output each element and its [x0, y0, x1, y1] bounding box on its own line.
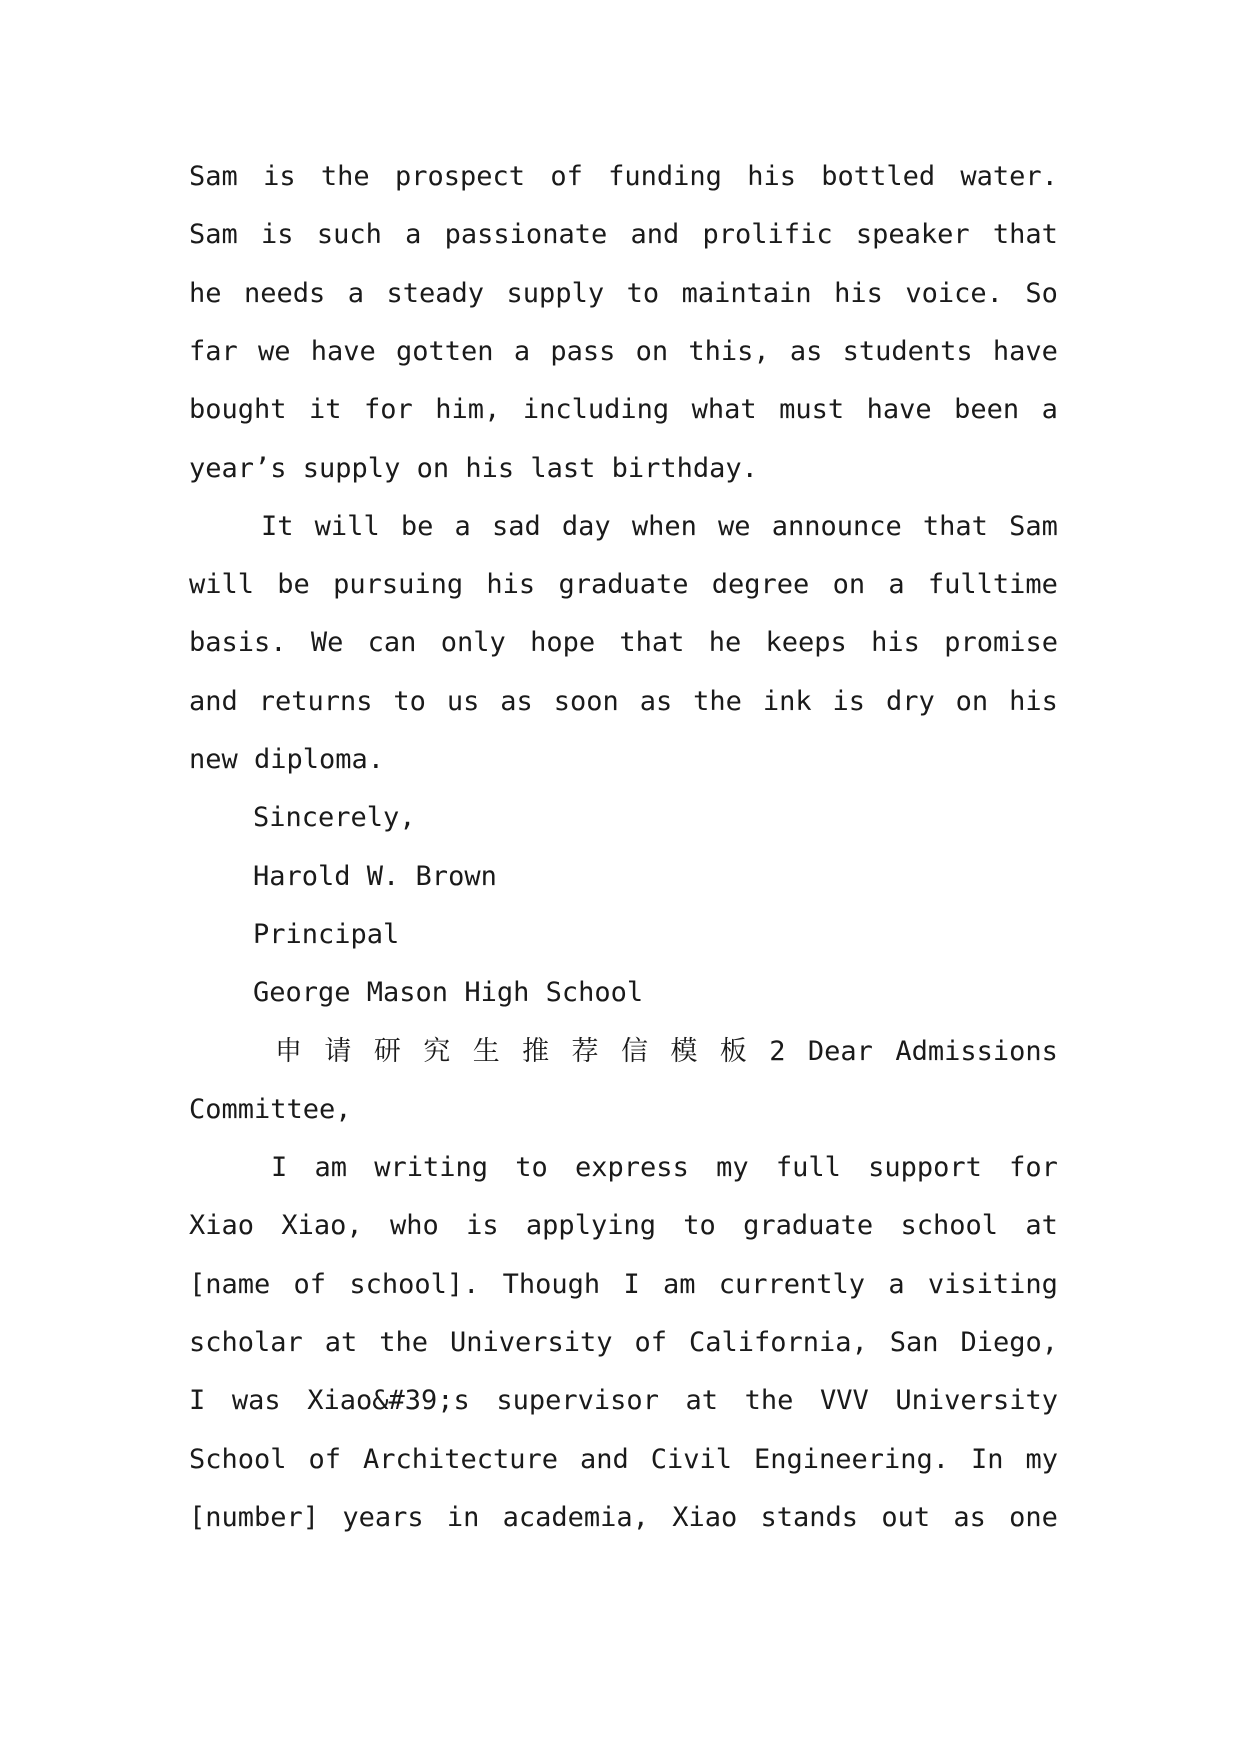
word: his — [834, 277, 883, 309]
word: full — [775, 1152, 841, 1184]
word: far — [189, 335, 238, 367]
word: prospect — [394, 161, 526, 192]
word: he — [708, 627, 742, 659]
word: at — [324, 1327, 358, 1358]
word: passionate — [444, 219, 608, 251]
word: stands — [760, 1501, 859, 1533]
word: is — [263, 161, 296, 192]
text-line — [189, 1443, 1058, 1477]
word: 究 — [423, 1035, 451, 1067]
word: one — [1009, 1501, 1058, 1533]
word: am — [314, 1152, 348, 1184]
word: his — [486, 569, 536, 601]
word: Xiao — [189, 1210, 255, 1242]
word: University — [895, 1385, 1058, 1417]
word: 请 — [324, 1035, 352, 1067]
word: to — [626, 277, 660, 309]
word: is — [832, 685, 866, 717]
word: for — [1009, 1152, 1058, 1184]
word: hope — [530, 627, 596, 659]
word: 荐 — [571, 1035, 599, 1067]
word: 信 — [620, 1035, 648, 1067]
text-line: year’s supply on his last birthday. — [189, 452, 758, 484]
word: is — [261, 219, 294, 251]
word: am — [662, 1268, 696, 1300]
word: the — [693, 685, 742, 717]
word: express — [575, 1152, 689, 1184]
word: pursuing — [333, 569, 464, 601]
word: will — [189, 569, 255, 601]
text-line — [189, 1501, 1058, 1535]
word: in — [446, 1501, 480, 1533]
word: must — [779, 394, 845, 426]
word: maintain — [681, 277, 812, 309]
word: 2 — [769, 1035, 786, 1067]
word: of — [293, 1268, 327, 1300]
word: needs — [244, 277, 326, 309]
word: we — [258, 335, 291, 367]
word: announce — [771, 510, 902, 542]
word: a — [888, 569, 905, 601]
word: his — [1009, 685, 1058, 717]
text-line — [189, 1209, 1058, 1243]
word: Xiao&#39;s — [307, 1385, 470, 1417]
word: 生 — [472, 1035, 500, 1067]
word: graduate — [558, 569, 689, 601]
word: Engineering. — [753, 1443, 950, 1475]
word: Admissions — [895, 1035, 1058, 1067]
word: Dear — [807, 1035, 873, 1067]
word: to — [393, 685, 426, 717]
word: years — [342, 1501, 424, 1533]
word: my — [716, 1152, 749, 1184]
word: University — [449, 1327, 613, 1358]
word: 研 — [373, 1035, 401, 1067]
word: out — [881, 1501, 931, 1533]
word: his — [871, 627, 920, 659]
word: school]. — [349, 1268, 480, 1300]
text-line — [189, 1326, 1058, 1360]
word: We — [310, 627, 344, 659]
word: as — [639, 685, 673, 717]
word: including — [522, 394, 670, 426]
word: of — [634, 1327, 667, 1358]
word: I — [623, 1268, 640, 1300]
word: Though — [502, 1268, 601, 1300]
word: academia, — [502, 1501, 649, 1533]
word: [number] — [189, 1501, 320, 1533]
word: have — [992, 335, 1058, 367]
word: to — [515, 1152, 548, 1184]
word: him, — [435, 394, 501, 426]
word: on — [832, 569, 866, 601]
word: Xiao — [672, 1501, 738, 1533]
word: graduate — [743, 1210, 874, 1242]
word: scholar — [189, 1327, 303, 1358]
word: who — [389, 1210, 439, 1242]
word: of — [550, 161, 583, 192]
text-line: George Mason High School — [253, 977, 644, 1009]
word: have — [866, 394, 932, 426]
word: when — [631, 510, 697, 542]
word: and — [580, 1443, 629, 1475]
word: the — [744, 1385, 794, 1417]
word: bottled — [821, 161, 936, 192]
word: be — [400, 510, 434, 542]
text-line: Committee, — [189, 1093, 352, 1125]
word: a — [454, 510, 471, 542]
word: that — [922, 510, 988, 542]
word: gotten — [396, 335, 494, 367]
word: sad — [491, 510, 541, 542]
text-line: Harold W. Brown — [253, 860, 497, 892]
word: Sam — [189, 219, 238, 251]
word: visiting — [927, 1268, 1058, 1300]
word: of — [308, 1443, 342, 1475]
word: that — [619, 627, 685, 659]
word: prolific — [702, 219, 833, 251]
word: returns — [258, 685, 373, 717]
word: 推 — [522, 1035, 550, 1067]
word: writing — [374, 1152, 489, 1184]
word: pass — [550, 335, 616, 367]
word: Sam — [1009, 510, 1058, 542]
word: such — [316, 219, 382, 251]
word: steady — [386, 277, 485, 309]
word: will — [314, 510, 380, 542]
word: currently — [718, 1268, 866, 1300]
word: It — [261, 510, 294, 542]
word: and — [630, 219, 680, 251]
word: school — [900, 1210, 999, 1242]
word: voice. — [905, 277, 1003, 309]
text-line — [189, 160, 1058, 194]
word: have — [310, 335, 376, 367]
word: In — [971, 1443, 1004, 1475]
word: Civil — [650, 1443, 733, 1475]
word: keeps — [765, 627, 847, 659]
word: funding — [608, 161, 722, 192]
word: be — [277, 569, 310, 601]
word: the — [379, 1327, 428, 1358]
word: at — [685, 1385, 719, 1417]
word: Xiao, — [281, 1210, 363, 1242]
word: Diego, — [960, 1327, 1058, 1358]
word: California, — [688, 1327, 868, 1358]
word: this, — [688, 335, 770, 367]
text-line — [189, 1384, 1058, 1418]
word: as — [500, 685, 533, 717]
word: Architecture — [362, 1443, 559, 1475]
text-line: Principal — [253, 918, 400, 950]
word: applying — [525, 1210, 656, 1242]
word: [name — [189, 1268, 271, 1300]
word: only — [440, 627, 506, 659]
word: and — [189, 685, 238, 717]
word: supervisor — [496, 1385, 659, 1417]
word: on — [955, 685, 989, 717]
word: ink — [762, 685, 812, 717]
word: at — [1025, 1210, 1058, 1242]
word: a — [1041, 394, 1058, 426]
text-line — [189, 393, 1058, 427]
word: he — [189, 277, 222, 309]
word: as — [789, 335, 823, 367]
word: VVV — [820, 1385, 869, 1417]
word: for — [364, 394, 413, 426]
word: the — [320, 161, 370, 192]
word: it — [309, 394, 342, 426]
text-line — [261, 510, 1058, 544]
word: promise — [944, 627, 1058, 659]
word: support — [868, 1152, 982, 1184]
word: that — [992, 219, 1058, 251]
word: we — [718, 510, 751, 542]
word: us — [446, 685, 480, 717]
word: a — [347, 277, 365, 309]
word: can — [367, 627, 417, 659]
word: his — [747, 161, 796, 192]
word: been — [954, 394, 1020, 426]
text-line — [189, 218, 1058, 252]
word: a — [405, 219, 422, 251]
word: as — [953, 1501, 986, 1533]
word: San — [889, 1327, 939, 1358]
text-line — [189, 335, 1058, 369]
text-line: new diploma. — [189, 744, 385, 775]
word: So — [1025, 277, 1058, 309]
word: I — [271, 1152, 288, 1184]
word: my — [1025, 1443, 1058, 1475]
word: fulltime — [927, 569, 1058, 601]
text-line — [189, 1268, 1058, 1302]
word: 申 — [275, 1035, 302, 1067]
word: speaker — [855, 219, 970, 251]
text-line — [275, 1035, 1058, 1069]
word: 模 — [670, 1035, 698, 1067]
text-line — [189, 568, 1058, 602]
word: dry — [885, 685, 935, 717]
word: what — [691, 394, 757, 426]
word: a — [513, 335, 531, 367]
text-line — [189, 277, 1058, 311]
word: basis. — [189, 627, 287, 659]
word: a — [888, 1268, 905, 1300]
word: on — [635, 335, 669, 367]
word: 板 — [719, 1035, 747, 1067]
word: is — [466, 1210, 499, 1242]
text-line — [189, 685, 1058, 719]
word: students — [842, 335, 973, 367]
text-line — [271, 1151, 1058, 1185]
text-line — [189, 626, 1058, 660]
word: was — [231, 1385, 281, 1417]
word: Sam — [189, 161, 238, 192]
word: supply — [506, 277, 605, 309]
word: water. — [960, 161, 1058, 192]
word: I — [189, 1385, 206, 1417]
word: bought — [189, 394, 287, 426]
word: degree — [711, 569, 810, 601]
word: to — [683, 1210, 716, 1242]
word: day — [561, 510, 611, 542]
text-line: Sincerely, — [253, 802, 416, 834]
word: School — [189, 1443, 287, 1475]
word: soon — [553, 685, 619, 717]
